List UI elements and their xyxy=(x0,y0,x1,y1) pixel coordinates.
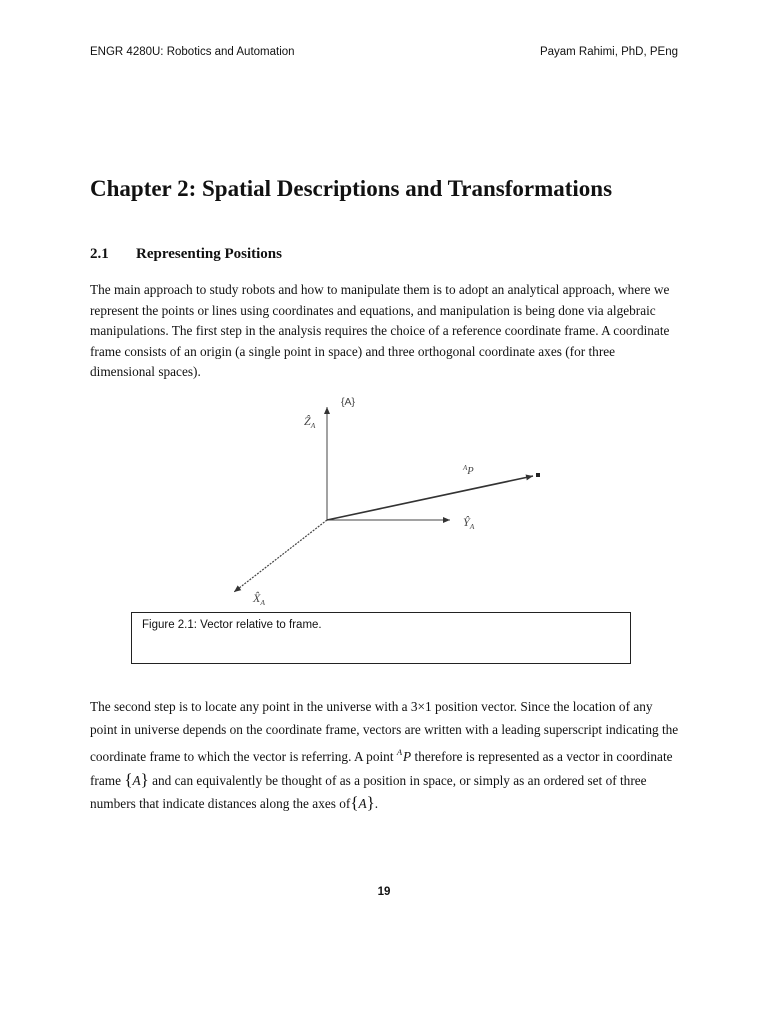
frame-variable: A xyxy=(132,772,141,788)
vector-letter: P xyxy=(467,466,474,477)
para2-text-4: . xyxy=(374,796,379,811)
position-vector-paragraph xyxy=(90,696,680,816)
frame-figure xyxy=(220,385,560,610)
figure-caption-box xyxy=(131,612,631,664)
para2-text-1: The second step is to locate any point in the universe with a 3×1 position vector. Since the location of any point in universe depends on the coordinate frame, vectors are written with a leading superscript indicating the coordinate frame to which the vector is referring. A point xyxy=(90,699,679,764)
x-axis-line xyxy=(234,520,327,592)
y-axis-letter: Ŷ xyxy=(463,515,470,529)
section-title: Representing Positions xyxy=(136,246,282,262)
para2-text-2: therefore is represented as a vector in coordinate frame xyxy=(90,749,673,788)
y-axis-label xyxy=(463,515,475,531)
point-superscript: A xyxy=(396,747,403,757)
chapter-title: Chapter 2: Spatial Descriptions and Transformations xyxy=(90,176,613,201)
axes-frame-variable: A xyxy=(358,796,367,811)
z-axis-letter: Ẑ xyxy=(304,414,311,428)
frame-brace-open: { xyxy=(124,769,133,789)
position-vector-line xyxy=(327,476,533,520)
vector-label xyxy=(462,464,474,477)
axes-brace-close: } xyxy=(366,793,375,812)
section-heading xyxy=(90,246,282,263)
point-marker xyxy=(536,473,540,477)
figure-caption: Figure 2.1: Vector relative to frame. xyxy=(142,619,322,631)
axes-brace-open: { xyxy=(350,793,359,812)
point-variable: P xyxy=(403,749,412,764)
running-header xyxy=(90,46,678,58)
z-axis-subscript: A xyxy=(310,421,316,430)
vector-superscript: A xyxy=(463,464,468,472)
page-number: 19 xyxy=(377,886,391,898)
author-name: Payam Rahimi, PhD, PEng xyxy=(539,46,678,58)
z-axis-label xyxy=(304,414,316,430)
frame-brace-close: } xyxy=(140,769,149,789)
frame-label: {A} xyxy=(341,396,356,408)
x-axis-subscript: A xyxy=(260,598,265,607)
course-title: ENGR 4280U: Robotics and Automation xyxy=(90,46,295,58)
intro-paragraph: The main approach to study robots and how to manipulate them is to adopt an analytical approach, where we represent the points or lines using coordinates and equations, and manipulation is being done via algebraic manipulations. The first step in the analysis requires the choice of a reference coordinate frame. A coordinate frame consists of an origin (a single point in space) and three orthogonal coordinate axes (for three dimensional spaces). xyxy=(90,282,670,379)
y-axis-subscript: A xyxy=(469,522,475,531)
x-axis-letter: X̂ xyxy=(253,591,261,605)
x-axis-label xyxy=(252,591,265,607)
para2-text-3: and can equivalently be thought of as a position in space, or simply as an ordered set of three numbers that indicate distances along the axes of xyxy=(90,772,647,811)
section-number: 2.1 xyxy=(90,246,109,262)
